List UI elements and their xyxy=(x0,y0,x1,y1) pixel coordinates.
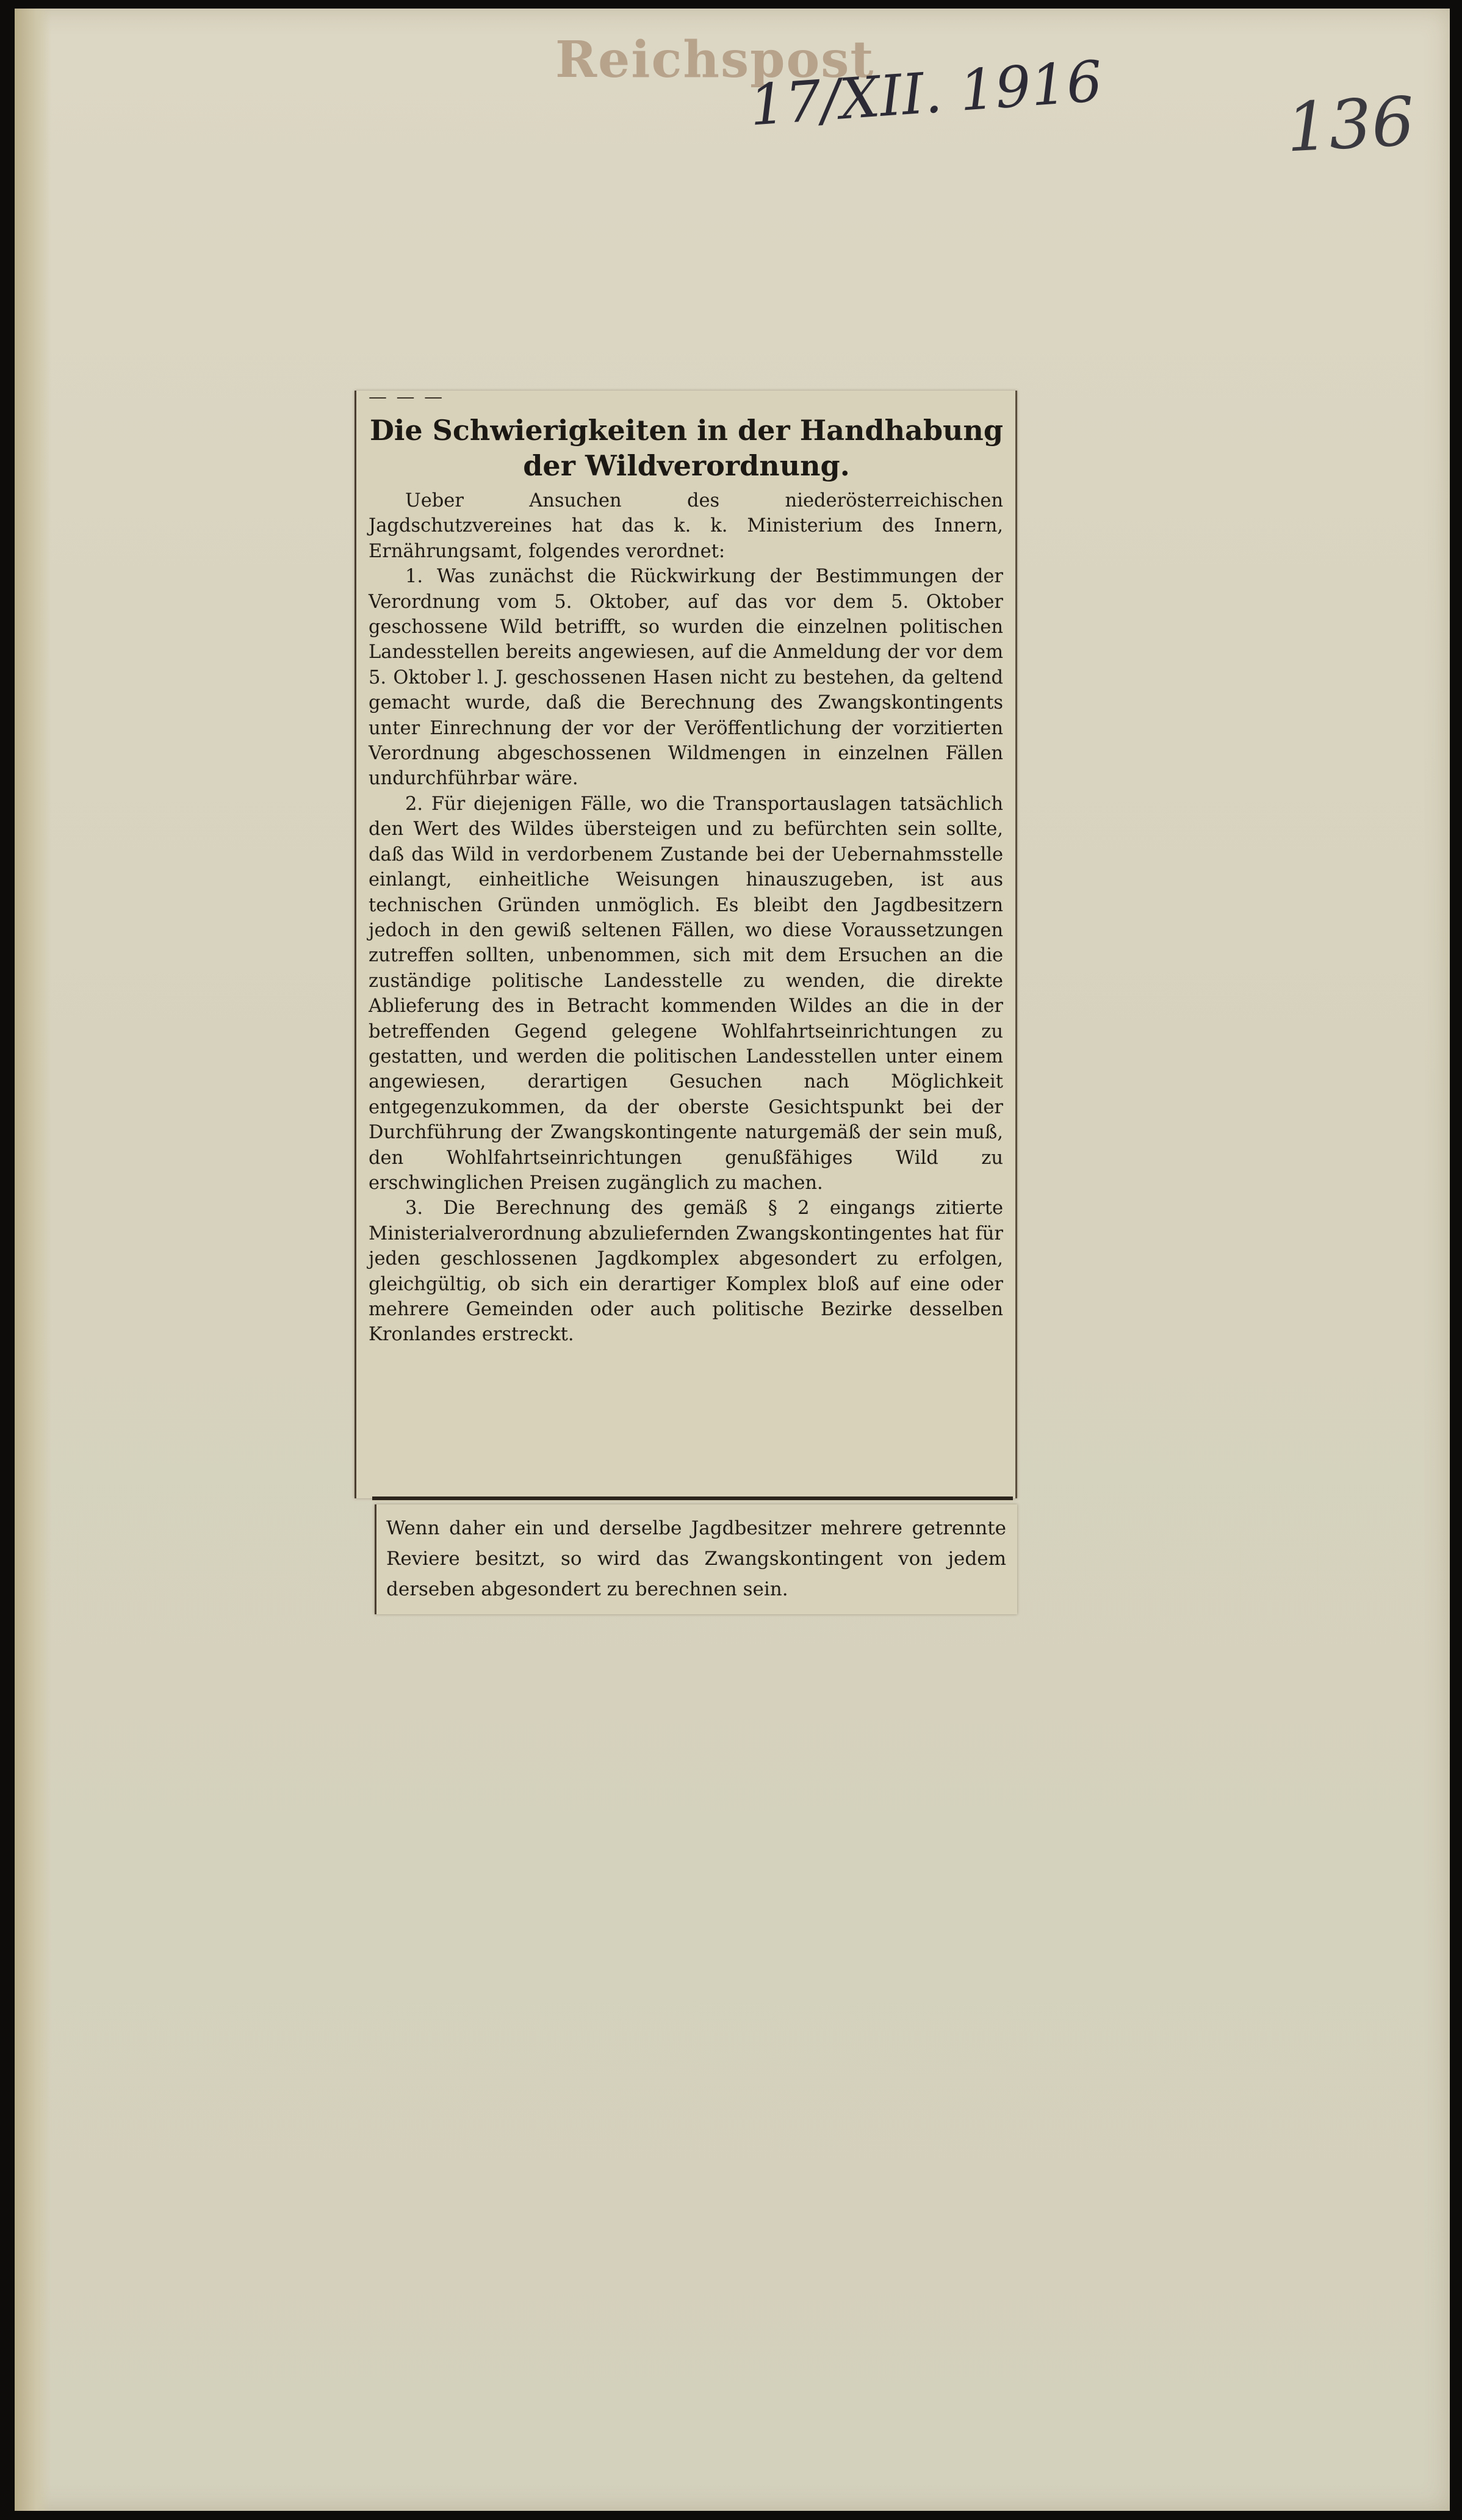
article-paragraph-intro: Ueber Ansuchen des niederösterreichischen Jagdschutzvereines hat das k. k. Ministerium des Innern, Ernährungsamt, folgendes verordnet: xyxy=(369,490,1003,562)
article-paragraph-2: 2. Für diejenigen Fälle, wo die Transportauslagen tatsächlich den Wert des Wildes übersteigen und zu befürchten sein sollte, daß das Wild in verdorbenem Zustande bei der Uebernahmsstelle einlangt, einheitliche Weisungen hinauszugeben, ist aus technischen Gründen unmöglich. Es bleibt den Jagdbesitzern jedoch in den gewiß seltenen Fällen, wo diese Voraussetzungen zutreffen sollten, unbenommen, sich mit dem Ersuchen an die zuständige politische Landesstelle zu wenden, die direkte Ablieferung des in Betracht kommenden Wildes an die in der betreffenden Gegend gelegene Wohlfahrtseinrichtungen zu gestatten, und werden die politischen Landesstellen unter einem angewiesen, derartigen Gesuchen nach Möglichkeit entgegenzukommen, da der oberste Gesichtspunkt bei der Durchführung der Zwangskontingente naturgemäß der sein muß, den Wohlfahrtseinrichtungen genußfähiges Wild zu erschwinglichen Preisen zugänglich zu machen. xyxy=(369,793,1003,1194)
newspaper-clipping xyxy=(355,391,1017,1498)
cut-off-text-line: — — — xyxy=(369,393,445,406)
column-rule xyxy=(372,1496,1013,1501)
article-paragraph-1: 1. Was zunächst die Rückwirkung der Bestimmungen der Verordnung vom 5. Oktober, auf das vor dem 5. Oktober geschossene Wild betrifft, so wurden die einzelnen politischen Landesstellen bereits angewiesen, auf die Anmeldung der vor dem 5. Oktober l. J. geschossenen Hasen nicht zu bestehen, da geltend gemacht wurde, daß die Berechnung des Zwangskontingents unter Einrechnung der vor der Veröffentlichung der vorzitierten Verordnung abgeschossenen Wildmengen in einzelnen Fällen undurchführbar wäre. xyxy=(369,566,1003,790)
article-body xyxy=(369,488,1003,1348)
continuation-body xyxy=(386,1513,1006,1605)
continuation-paragraph: Wenn daher ein und derselbe Jagdbesitzer mehrere getrennte Reviere besitzt, so wird das Zwangskontingent von jedem derseben abgesondert zu berechnen sein. xyxy=(386,1517,1006,1600)
newspaper-stamp: Reichspost xyxy=(555,31,875,89)
handwritten-date: 17/XII. 1916 xyxy=(747,48,1104,139)
article-paragraph-3: 3. Die Berechnung des gemäß § 2 eingangs zitierte Ministerialverordnung abzuliefernden Zwangskontingentes hat für jeden geschlossenen Jagdkomplex abgesondert zu erfolgen, gleichgültig, ob sich ein derartiger Komplex bloß auf eine oder mehrere Gemeinden oder auch politische Bezirke desselben Kronlandes erstreckt. xyxy=(369,1197,1003,1346)
handwritten-folio-number: 136 xyxy=(1284,82,1417,167)
newspaper-clipping-continuation xyxy=(375,1504,1017,1614)
sheet-edge xyxy=(15,9,51,2511)
article-headline: Die Schwierigkeiten in der Handhabung der Wildverordnung. xyxy=(369,414,1004,482)
